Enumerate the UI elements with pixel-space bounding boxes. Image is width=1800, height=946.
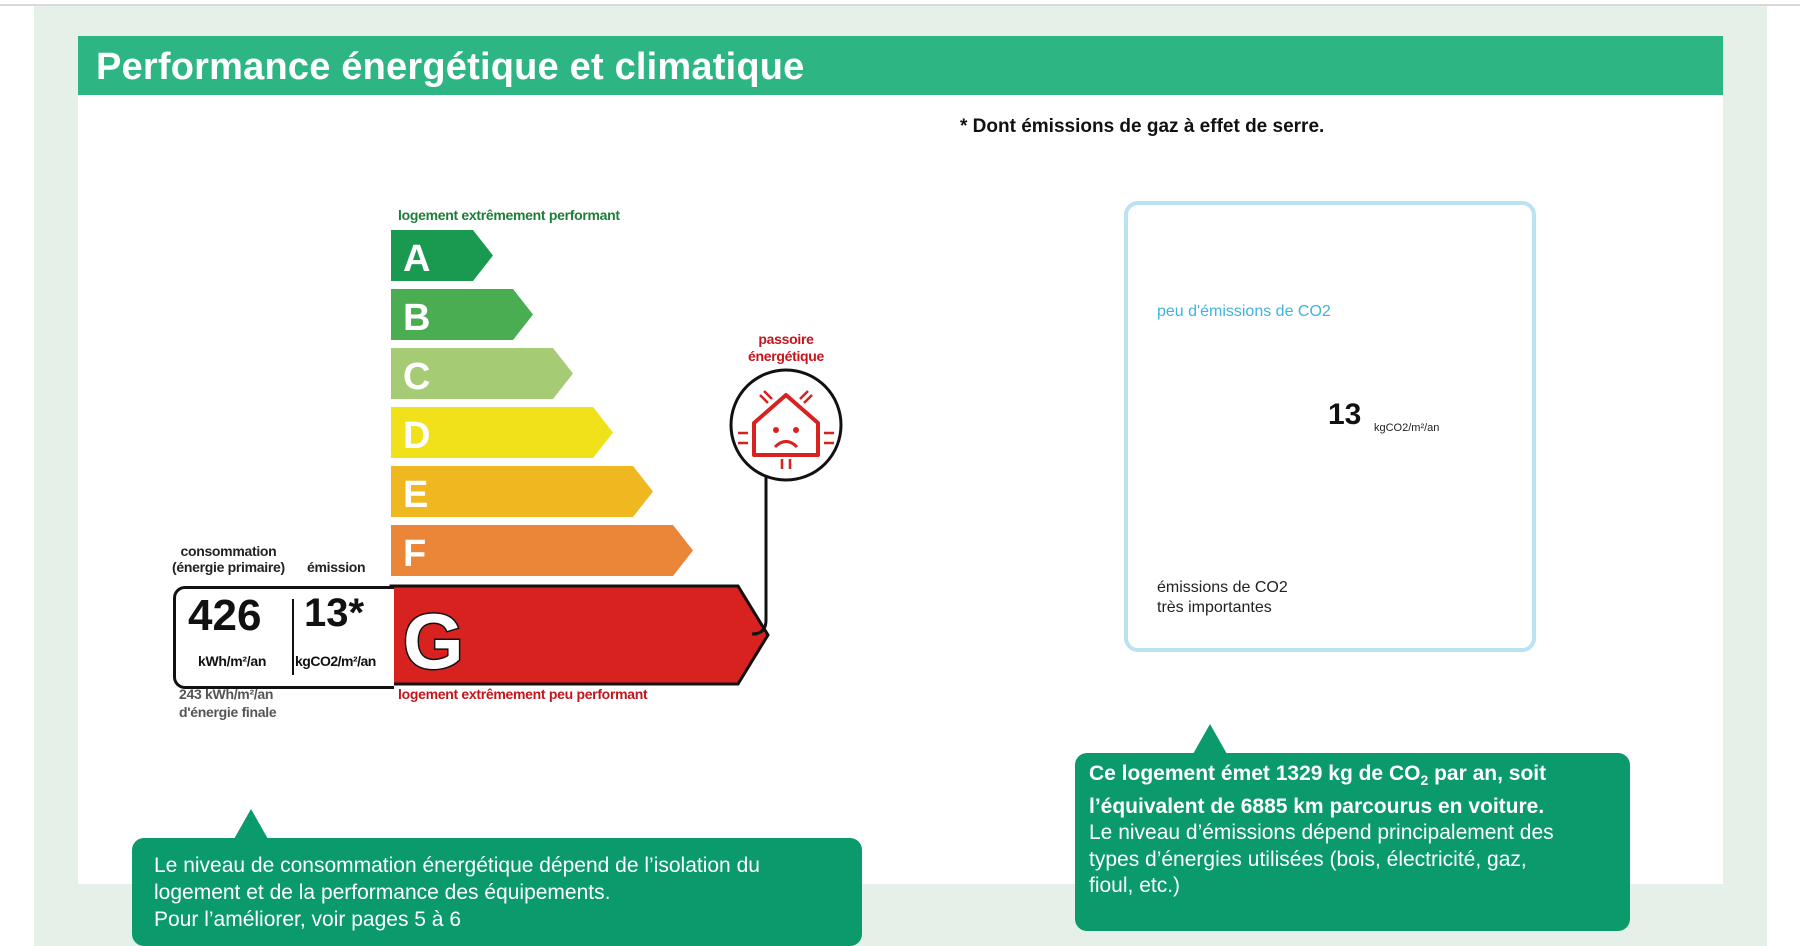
passoire-label: passoire énergétique: [747, 331, 825, 364]
emission-unit: kgCO2/m²/an: [295, 653, 376, 669]
bubble-emission-line1: [1089, 761, 1629, 794]
dpe-letter-a: A: [403, 238, 431, 280]
bubble-line1-b: par an, soit: [1428, 762, 1547, 785]
consumption-label-text: consommation (énergie primaire): [172, 543, 285, 575]
ges-unit: kgCO2/m²/an: [1374, 422, 1440, 434]
bubble-line1-a: Ce logement émet 1329 kg de CO: [1089, 762, 1421, 785]
consumption-unit: kWh/m²/an: [198, 653, 267, 669]
emission-label: émission: [307, 559, 366, 575]
dpe-bottom-label: logement extrêmement peu performant: [398, 686, 648, 702]
dpe-bar-e: [391, 466, 653, 517]
section-title: Performance énergétique et climatique: [96, 46, 805, 88]
passoire-connector: [752, 470, 766, 634]
bubble-left-pointer: [234, 809, 268, 839]
final-energy: 243 kWh/m²/an d'énergie finale: [179, 686, 277, 720]
bubble-emission-info: [1075, 753, 1630, 931]
ges-top-label: peu d'émissions de CO2: [1157, 303, 1331, 320]
bubble-consumption-text: Le niveau de consommation énergétique dépend de l’isolation du logement et de la performance des équipements. Pour l’améliorer, voir pages 5 à 6: [154, 854, 760, 931]
bubble-line1-sub: 2: [1420, 772, 1429, 789]
dpe-value-box: [173, 586, 394, 689]
passoire-icon: [731, 370, 841, 480]
dpe-top-label: logement extrêmement performant: [398, 207, 620, 223]
bubble-emission-rest: Le niveau d’émissions dépend principalement des types d’énergies utilisées (bois, électricité, gaz, fioul, etc.): [1089, 821, 1554, 898]
value-separator: [292, 599, 294, 675]
dpe-letter-g: G: [403, 597, 464, 685]
dpe-letter-e: E: [403, 474, 429, 516]
consumption-label: [172, 543, 285, 575]
ges-footnote: * Dont émissions de gaz à effet de serre.: [960, 116, 1325, 137]
bubble-emission-line2: l’équivalent de 6885 km parcourus en voiture.: [1089, 794, 1545, 818]
dpe-letter-f: F: [403, 533, 427, 575]
bubble-consumption-info: [132, 838, 862, 946]
bubble-right-pointer: [1193, 724, 1227, 754]
bubble-emission-text: [1089, 761, 1629, 900]
dpe-letter-c: C: [403, 356, 431, 398]
ges-bottom-label: émissions de CO2 très importantes: [1157, 579, 1288, 616]
emission-value: 13*: [304, 591, 365, 635]
dpe-letter-b: B: [403, 297, 431, 339]
ges-value: 13: [1328, 398, 1362, 431]
consumption-value: 426: [188, 591, 262, 640]
dpe-letter-d: D: [403, 415, 431, 457]
dpe-bar-f: [391, 525, 693, 576]
